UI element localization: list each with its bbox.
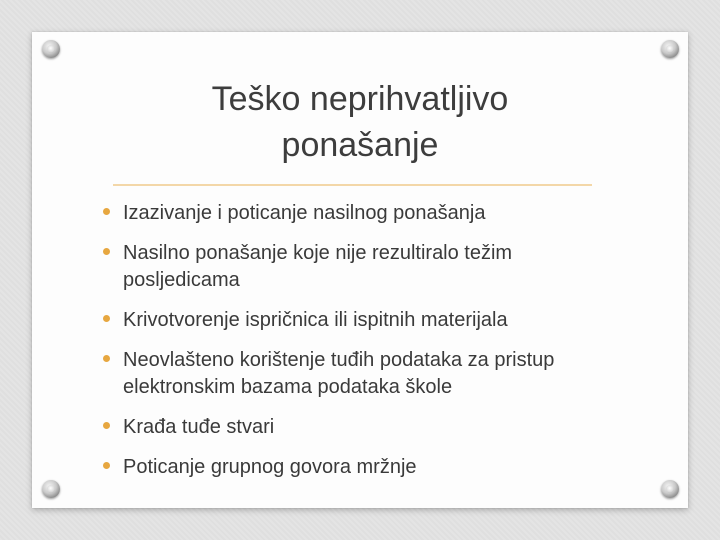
bullet-dot-icon: [103, 422, 110, 429]
slide-title-line-1: Teško neprihvatljivo: [211, 80, 509, 118]
bullet-text: Neovlašteno korištenje tuđih podataka za pristup elektronskim bazama podataka škole: [123, 349, 555, 398]
bullet-item: [103, 454, 623, 481]
bullet-dot-icon: [103, 208, 110, 215]
bullet-dot-icon: [103, 315, 110, 322]
pushpin-icon: [661, 480, 679, 498]
bullet-text: Poticanje grupnog govora mržnje: [123, 456, 417, 478]
title-divider: [113, 184, 592, 186]
slide-title-line-2: ponašanje: [281, 126, 439, 164]
slide-title: [60, 76, 660, 168]
bullet-text: Krađa tuđe stvari: [123, 416, 275, 438]
bullet-item: [103, 347, 623, 401]
bullet-text: Nasilno ponašanje koje nije rezultiralo težim posljedicama: [123, 242, 513, 291]
bullet-item: [103, 200, 623, 227]
pushpin-icon: [42, 40, 60, 58]
bullet-text: Izazivanje i poticanje nasilnog ponašanja: [123, 202, 486, 224]
bullet-list: [103, 200, 623, 494]
bullet-item: [103, 307, 623, 334]
bullet-dot-icon: [103, 462, 110, 469]
bullet-item: [103, 240, 623, 294]
bullet-dot-icon: [103, 248, 110, 255]
bullet-dot-icon: [103, 355, 110, 362]
bullet-item: [103, 414, 623, 441]
pushpin-icon: [661, 40, 679, 58]
bullet-text: Krivotvorenje ispričnica ili ispitnih materijala: [123, 309, 508, 331]
pushpin-icon: [42, 480, 60, 498]
